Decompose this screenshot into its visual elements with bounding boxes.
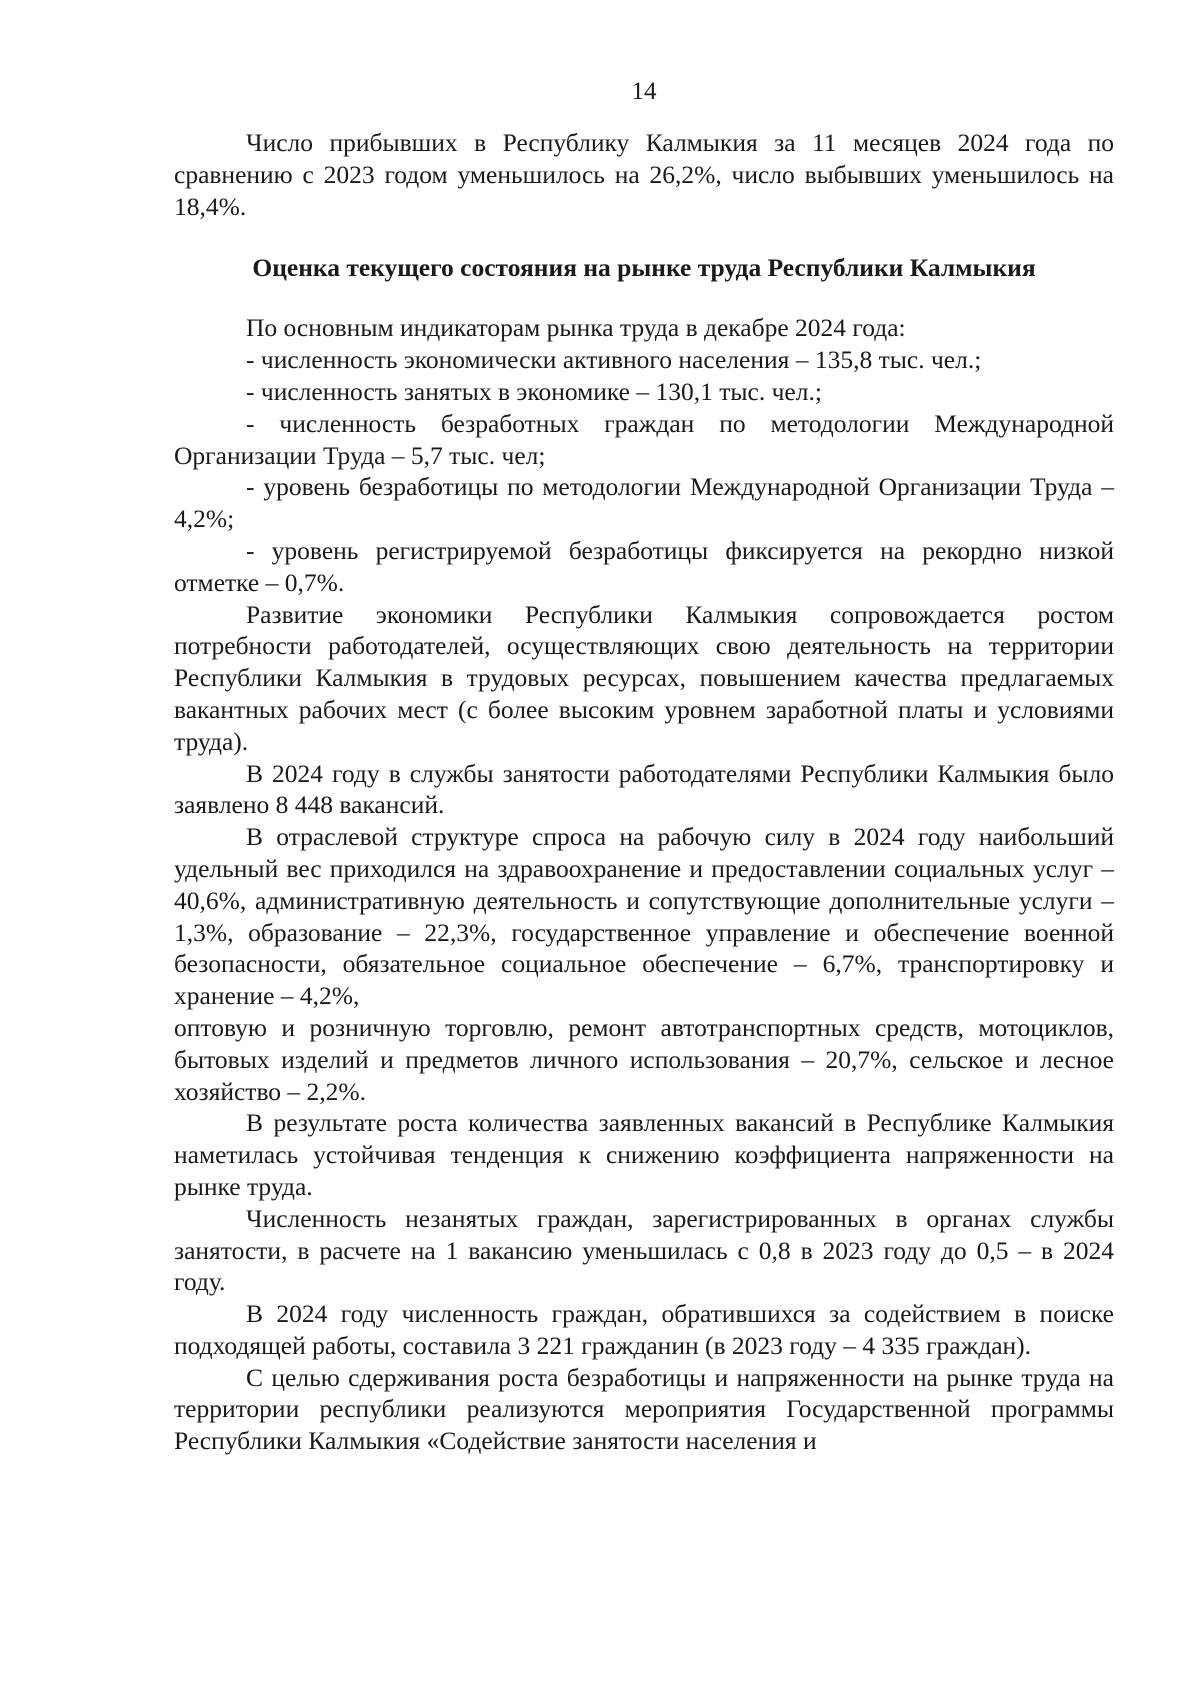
body-paragraph: В 2024 году в службы занятости работодателями Республики Калмыкия было заявлено 8 448 вакансий. <box>174 758 1114 820</box>
section-heading: Оценка текущего состояния на рынке труда Республики Калмыкия <box>252 253 1036 283</box>
indicator-item: - уровень безработицы по методологии Международной Организации Труда – 4,2%; <box>174 472 1114 534</box>
body-paragraph: В результате роста количества заявленных вакансий в Республике Калмыкия наметилась устойчивая тенденция к снижению коэффициента напряженности на рынке труда. <box>174 1108 1114 1201</box>
indicator-item: - численность занятых в экономике – 130,1 тыс. чел.; <box>246 376 822 406</box>
body-paragraph: С целью сдерживания роста безработицы и напряженности на рынке труда на территории республики реализуются мероприятия Государственной программы Республики Калмыкия «Содействие занятости населения и <box>174 1362 1114 1456</box>
indicator-item: - численность безработных граждан по методологии Международной Организации Труда – 5,7 тыс. чел; <box>174 408 1114 470</box>
body-paragraph: Численность незанятых граждан, зарегистрированных в органах службы занятости, в расчете на 1 вакансию уменьшилась с 0,8 в 2023 году до 0,5 – в 2024 году. <box>174 1203 1114 1297</box>
indicators-lead: По основным индикаторам рынка труда в декабре 2024 года: <box>246 313 906 343</box>
body-paragraph: Развитие экономики Республики Калмыкия сопровождается ростом потребности работодателей, осуществляющих свою деятельность на территории Республики Калмыкия в трудовых ресурсах, повышением качества предлагаемых вакантных рабочих мест (с более высоким уровнем заработной платы и условиями труда). <box>174 599 1114 756</box>
body-paragraph: оптовую и розничную торговлю, ремонт автотранспортных средств, мотоциклов, бытовых изделий и предметов личного использования – 20,7%, сельское и лесное хозяйство – 2,2%. <box>174 1012 1114 1106</box>
indicator-item: - уровень регистрируемой безработицы фиксируется на рекордно низкой отметке – 0,7%. <box>174 535 1114 597</box>
document-page <box>174 76 1114 1457</box>
indicator-item: - численность экономически активного населения – 135,8 тыс. чел.; <box>246 345 982 375</box>
body-paragraph: В отраслевой структуре спроса на рабочую силу в 2024 году наибольший удельный вес приходился на здравоохранение и предоставлении социальных услуг – 40,6%, административную деятельность и сопутствующие дополнительные услуги – 1,3%, образование – 22,3%, государственное управление и обеспечение военной безопасности, обязательное социальное обеспечение – 6,7%, транспортировку и хранение – 4,2%, <box>174 822 1114 1011</box>
page-number: 14 <box>631 78 657 105</box>
body-paragraph: В 2024 году численность граждан, обратившихся за содействием в поиске подходящей работы, составила 3 221 гражданин (в 2023 году – 4 335 граждан). <box>174 1299 1114 1360</box>
intro-paragraph: Число прибывших в Республику Калмыкия за 11 месяцев 2024 года по сравнению с 2023 годом уменьшилось на 26,2%, число выбывших уменьшилось на 18,4%. <box>174 128 1114 221</box>
